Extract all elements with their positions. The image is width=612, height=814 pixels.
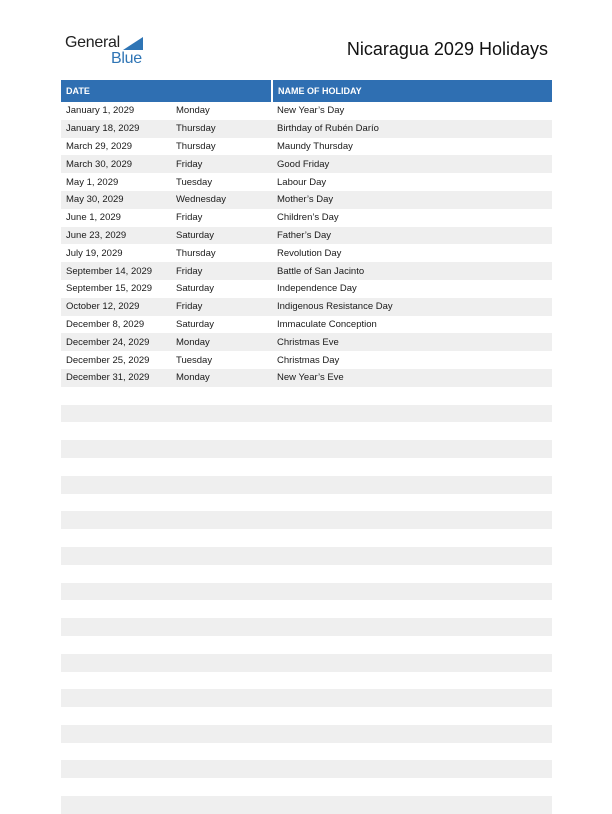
cell-date [61,796,171,814]
table-row [61,316,552,334]
table-row [61,494,552,512]
cell-holiday-name: Independence Day [277,283,357,295]
cell-holiday-name [272,565,552,583]
cell-date: March 29, 2029 [66,140,133,152]
table-row [61,511,552,529]
cell-date [61,778,171,796]
table-row [61,547,552,565]
cell-weekday: Monday [171,369,272,387]
table-row [61,760,552,778]
cell-weekday [171,458,272,476]
cell-weekday: Monday [176,105,210,117]
cell-weekday [171,707,272,725]
cell-holiday-name: Mother’s Day [272,191,552,209]
cell-weekday [171,654,272,672]
logo-triangle-icon [123,37,143,50]
cell-holiday-name: Father’s Day [272,227,552,245]
cell-holiday-name: Birthday of Rubén Darío [272,120,552,138]
table-row [61,743,552,761]
table-row [61,280,552,298]
cell-holiday-name [272,529,552,547]
cell-holiday-name: Revolution Day [277,247,342,259]
cell-date: October 12, 2029 [61,298,171,316]
cell-holiday-name [272,422,552,440]
cell-holiday-name [272,760,552,778]
table-row [61,369,552,387]
cell-holiday-name [272,725,552,743]
table-row [61,173,552,191]
cell-holiday-name [272,654,552,672]
cell-date [61,707,171,725]
cell-holiday-name: Battle of San Jacinto [272,262,552,280]
cell-holiday-name [272,547,552,565]
cell-weekday [171,618,272,636]
cell-holiday-name [272,778,552,796]
table-row [61,476,552,494]
table-row [61,120,552,138]
table-row [61,102,552,120]
cell-weekday: Tuesday [176,176,213,188]
cell-date: March 30, 2029 [61,155,171,173]
cell-date: May 30, 2029 [61,191,171,209]
table-row [61,227,552,245]
table-row [61,583,552,601]
cell-holiday-name: Christmas Eve [272,333,552,351]
cell-weekday [171,422,272,440]
table-row [61,405,552,423]
cell-weekday: Friday [171,262,272,280]
cell-date [61,440,171,458]
cell-weekday [171,672,272,690]
table-row [61,138,552,156]
cell-holiday-name [272,387,552,405]
cell-date [61,583,171,601]
cell-weekday: Saturday [176,318,215,330]
cell-weekday [171,387,272,405]
cell-weekday: Friday [171,155,272,173]
cell-holiday-name: Maundy Thursday [277,140,353,152]
cell-weekday: Thursday [176,247,216,259]
cell-date [61,654,171,672]
table-row [61,387,552,405]
cell-weekday: Tuesday [176,354,213,366]
cell-date: September 15, 2029 [66,283,153,295]
cell-date [61,511,171,529]
cell-weekday [171,529,272,547]
logo-general-text: General [65,34,120,51]
table-row [61,244,552,262]
cell-date: December 8, 2029 [66,318,145,330]
cell-holiday-name [272,511,552,529]
table-row [61,565,552,583]
cell-holiday-name [272,583,552,601]
table-row [61,707,552,725]
logo-blue-text: Blue [111,50,142,67]
table-row [61,600,552,618]
holiday-table [61,80,552,814]
table-row [61,351,552,369]
cell-holiday-name [272,743,552,761]
cell-weekday [171,511,272,529]
table-row [61,191,552,209]
table-row [61,529,552,547]
table-row [61,654,552,672]
cell-date [61,494,171,512]
cell-holiday-name [272,494,552,512]
cell-weekday [171,689,272,707]
cell-weekday [171,636,272,654]
cell-holiday-name: Children’s Day [277,212,339,224]
table-row [61,778,552,796]
cell-weekday [171,796,272,814]
cell-weekday: Friday [176,212,203,224]
cell-weekday [171,583,272,601]
cell-date: January 18, 2029 [61,120,171,138]
table-row [61,333,552,351]
cell-holiday-name [272,458,552,476]
cell-holiday-name [272,689,552,707]
table-row [61,725,552,743]
cell-holiday-name [272,600,552,618]
table-row [61,298,552,316]
cell-holiday-name [272,796,552,814]
cell-date [61,636,171,654]
table-row [61,689,552,707]
table-row [61,155,552,173]
cell-date [61,387,171,405]
cell-weekday [171,494,272,512]
cell-date [61,743,171,761]
cell-weekday [171,600,272,618]
cell-holiday-name: Indigenous Resistance Day [272,298,552,316]
table-row [61,458,552,476]
table-row [61,440,552,458]
cell-weekday: Friday [171,298,272,316]
cell-date [61,600,171,618]
cell-date: June 1, 2029 [66,212,121,224]
table-body [61,102,552,814]
cell-date: January 1, 2029 [66,105,135,117]
cell-holiday-name: Labour Day [277,176,327,188]
cell-date [61,458,171,476]
cell-date: December 24, 2029 [61,333,171,351]
cell-weekday [171,476,272,494]
cell-date [61,422,171,440]
cell-holiday-name [272,618,552,636]
cell-weekday [171,778,272,796]
cell-date [61,618,171,636]
cell-weekday [171,405,272,423]
cell-holiday-name: Good Friday [272,155,552,173]
cell-date [61,672,171,690]
table-row [61,618,552,636]
table-row [61,796,552,814]
cell-date [61,760,171,778]
cell-date [61,476,171,494]
cell-holiday-name [272,672,552,690]
table-row [61,422,552,440]
cell-holiday-name [272,476,552,494]
cell-date: December 31, 2029 [61,369,171,387]
cell-date [61,529,171,547]
cell-date [61,725,171,743]
header-holiday-name: NAME OF HOLIDAY [272,80,552,102]
cell-weekday: Wednesday [171,191,272,209]
cell-holiday-name: New Year’s Day [277,105,345,117]
cell-weekday [171,743,272,761]
cell-holiday-name: Immaculate Conception [277,318,377,330]
table-row [61,672,552,690]
page-title: Nicaragua 2029 Holidays [346,39,548,59]
cell-holiday-name [272,405,552,423]
cell-weekday: Saturday [171,227,272,245]
cell-date: September 14, 2029 [61,262,171,280]
cell-date [61,565,171,583]
table-row [61,209,552,227]
cell-holiday-name: New Year’s Eve [272,369,552,387]
cell-date: June 23, 2029 [61,227,171,245]
logo [65,34,155,70]
header-date: DATE [61,80,272,102]
table-row [61,636,552,654]
cell-weekday: Thursday [171,120,272,138]
cell-holiday-name: Christmas Day [277,354,340,366]
cell-date: December 25, 2029 [66,354,150,366]
cell-date: July 19, 2029 [66,247,123,259]
cell-weekday [171,565,272,583]
cell-weekday: Thursday [176,140,216,152]
cell-date: May 1, 2029 [66,176,119,188]
cell-weekday [171,440,272,458]
table-row [61,262,552,280]
cell-weekday [171,547,272,565]
cell-holiday-name [272,440,552,458]
cell-date [61,405,171,423]
cell-weekday [171,725,272,743]
cell-weekday [171,760,272,778]
table-header-row [61,80,552,102]
cell-holiday-name [272,707,552,725]
cell-weekday: Monday [171,333,272,351]
cell-holiday-name [272,636,552,654]
cell-weekday: Saturday [176,283,215,295]
cell-date [61,689,171,707]
cell-date [61,547,171,565]
